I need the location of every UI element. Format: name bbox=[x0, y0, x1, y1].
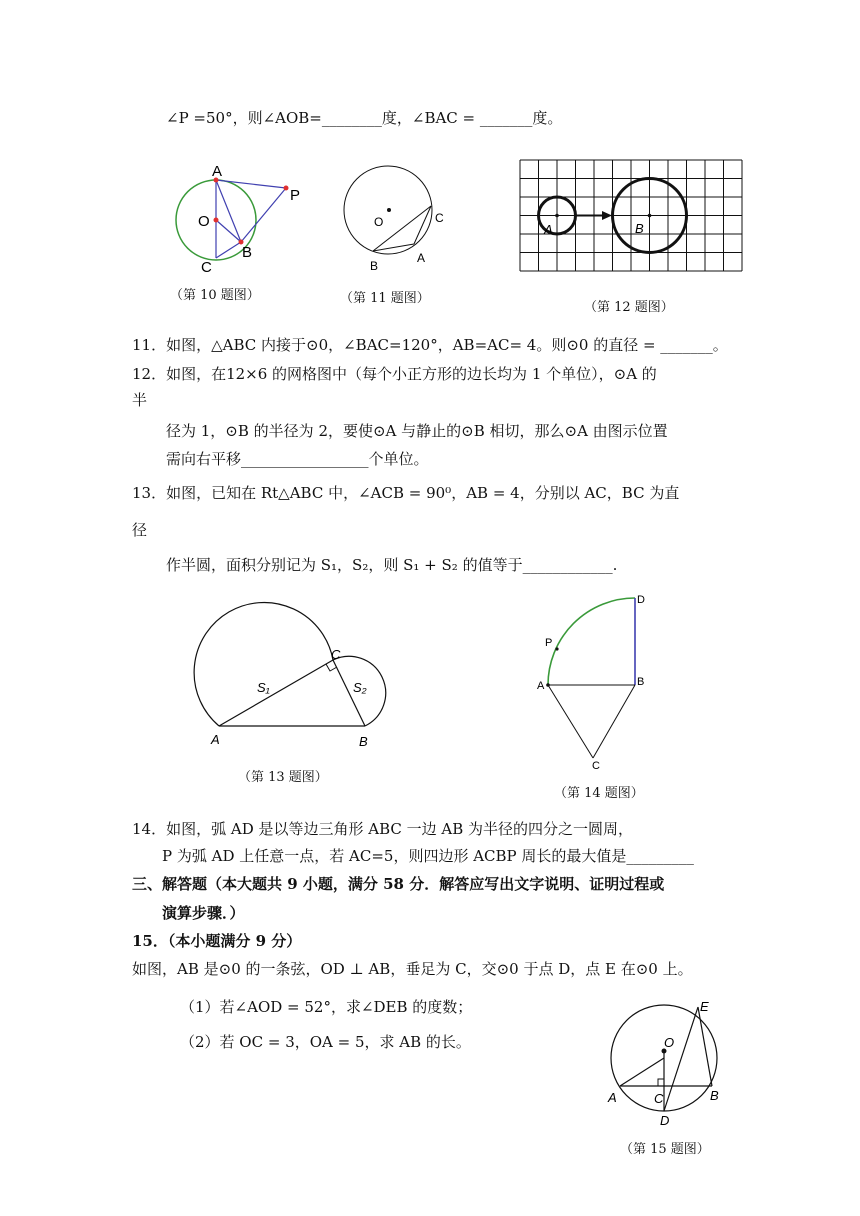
q15-title: 15．（本小题满分 9 分） bbox=[132, 932, 302, 950]
caption-fig11: （第 11 题图） bbox=[340, 291, 430, 306]
caption-fig15: （第 15 题图） bbox=[620, 1142, 710, 1157]
fig10-label-b: B bbox=[242, 244, 253, 261]
fig14-label-c: C bbox=[592, 760, 600, 772]
caption-fig14: （第 14 题图） bbox=[554, 786, 644, 801]
q12-line2: 半 bbox=[132, 391, 148, 409]
fig12-label-a: A bbox=[544, 222, 553, 237]
fig14-label-a: A bbox=[537, 680, 545, 692]
q13-line3: 作半圆，面积分别记为 S₁，S₂，则 S₁ + S₂ 的值等于____________. bbox=[166, 556, 618, 574]
caption-fig10: （第 10 题图） bbox=[170, 288, 260, 303]
section-3-heading: 三、解答题（本大题共 9 小题，满分 58 分．解答应写出文字说明、证明过程或 bbox=[132, 875, 665, 893]
fig15-label-e: E bbox=[700, 999, 709, 1014]
fig10-label-o: O bbox=[198, 213, 210, 230]
q10-text: ∠P =50°，则∠AOB=________度，∠BAC = _______度。 bbox=[166, 109, 563, 127]
figure-13 bbox=[205, 620, 405, 750]
fig13-label-c: C bbox=[331, 647, 341, 662]
figure-10 bbox=[168, 160, 318, 280]
q15-line1: 如图，AB 是⊙0 的一条弦，OD ⊥ AB，垂足为 C，交⊙0 于点 D，点 E 在⊙0 上。 bbox=[132, 960, 693, 978]
q13-line2: 径 bbox=[132, 521, 148, 539]
fig12-label-b: B bbox=[635, 221, 644, 236]
fig11-label-b: B bbox=[370, 259, 379, 273]
fig14-label-d: D bbox=[637, 594, 645, 606]
caption-fig12: （第 12 题图） bbox=[584, 300, 674, 315]
q12-line1: 12．如图，在12×6 的网格图中（每个小正方形的边长均为 1 个单位），⊙A 的 bbox=[132, 365, 657, 383]
q11-text: 11．如图，△ABC 内接于⊙0，∠BAC=120°，AB=AC= 4。则⊙0 的直径 = _______。 bbox=[132, 336, 728, 354]
caption-fig13: （第 13 题图） bbox=[238, 770, 328, 785]
fig14-label-b: B bbox=[637, 676, 645, 688]
q12-line4: 需向右平移_________________个单位。 bbox=[166, 450, 429, 468]
fig13-label-s2: S₂ bbox=[353, 680, 367, 695]
fig15-label-a: A bbox=[608, 1090, 617, 1105]
fig14-label-p: P bbox=[545, 637, 553, 649]
q13-line1: 13．如图，已知在 Rt△ABC 中，∠ACB = 90⁰，AB = 4，分别以 AC，BC 为直 bbox=[132, 484, 680, 502]
fig13-label-a: A bbox=[211, 732, 220, 747]
fig13-label-s1: S₁ bbox=[257, 680, 270, 695]
fig10-label-a: A bbox=[212, 163, 223, 180]
fig15-label-o: O bbox=[664, 1035, 675, 1050]
figure-15 bbox=[600, 995, 730, 1130]
figure-12-grid bbox=[520, 160, 744, 274]
fig11-label-c: C bbox=[435, 211, 444, 225]
q12-line3: 径为 1，⊙B 的半径为 2，要使⊙A 与静止的⊙B 相切，那么⊙A 由图示位置 bbox=[166, 422, 668, 440]
q15-part1: （1）若∠AOD = 52°，求∠DEB 的度数； bbox=[180, 998, 473, 1016]
fig10-label-c: C bbox=[201, 259, 212, 276]
fig15-label-b: B bbox=[710, 1088, 719, 1103]
figure-14 bbox=[535, 590, 660, 775]
fig10-label-p: P bbox=[290, 187, 301, 204]
q14-line2: P 为弧 AD 上任意一点，若 AC=5，则四边形 ACBP 周长的最大值是_________ bbox=[162, 847, 694, 865]
fig11-label-a: A bbox=[417, 251, 426, 265]
fig11-label-o: O bbox=[374, 215, 384, 229]
figure-11 bbox=[340, 160, 460, 273]
q14-line1: 14．如图，弧 AD 是以等边三角形 ABC 一边 AB 为半径的四分之一圆周， bbox=[132, 820, 634, 838]
fig15-label-d: D bbox=[660, 1113, 670, 1128]
section-3-heading-cont: 演算步骤．） bbox=[162, 904, 245, 922]
fig13-label-b: B bbox=[359, 734, 368, 749]
q15-part2: （2）若 OC = 3，OA = 5，求 AB 的长。 bbox=[180, 1033, 471, 1051]
fig15-label-c: C bbox=[654, 1091, 664, 1106]
